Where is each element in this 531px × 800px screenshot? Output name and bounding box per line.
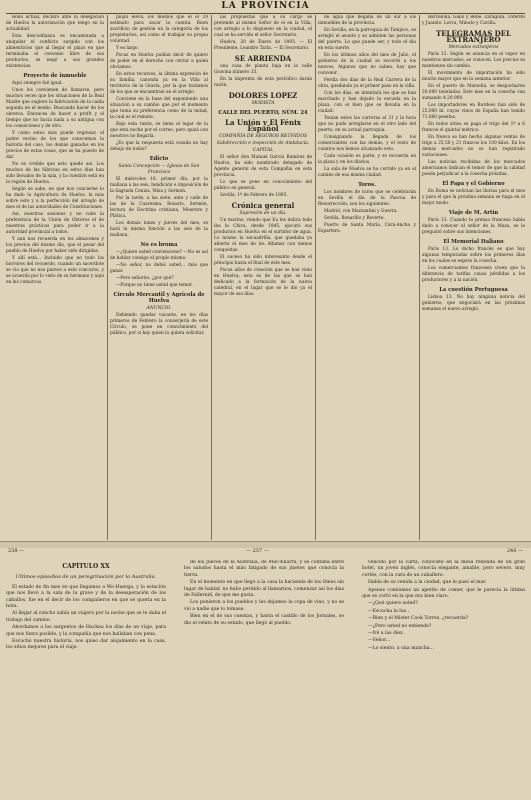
paragraph: París 12. Según se anuncia en el vapor en nuestros mercados, se conocen. Los precios se mantienen sin cambio.: [422, 52, 525, 69]
subheading: Subdirección e inspección de Andalucía.: [216, 141, 310, 146]
paragraph: Según se sabe, en que nos concierne lo ha dado la Agricultura de Huelva, la más sobre esto y a la perfección del arreglo de mes el de las autoridades de Constituciones.: [6, 187, 104, 210]
paragraph: —Pero señorito, ¿por qué?: [116, 276, 174, 281]
column-divider: [107, 15, 108, 540]
paragraph: Sevilla, Bonarillo y Reverte.: [324, 216, 385, 221]
paragraph: Esta desconfianza es encaminada a aniquilar el conflicto surgido con los alimenticios que al llegar el plazo en que terminaba el convenio libre de sus productos, se negó a sus grandes existencias.: [6, 34, 104, 69]
paragraph: Bajo esta razón, se tiene el lugar de la que esta noche por el correo, pero quizá con nosotros no llegaría.: [110, 122, 208, 139]
section-heading: Círculo Mercantil y Agrícola de Huelva: [113, 292, 205, 304]
section-heading: Proyecto de inmueble: [23, 73, 87, 79]
paragraph: La sala de Huelva se ha corrido ya en el camino de esa misma ciudad.: [318, 167, 416, 178]
serial-paragraph: —¿Pero usted no entiende?: [368, 623, 432, 629]
paragraph: una casa de planta baja en la calle Gravina número 35.: [214, 64, 312, 75]
paragraph: En el puerto de Marsella, se despacharon 20.000 toneladas. Este mes en la cosecha van sumando 4.29.900.: [422, 84, 525, 101]
serial-paragraph: Escuchó nuestra historia, nos quiso dar alojamiento en la casa, los sitios mejores para el viaje.: [6, 639, 166, 651]
serial-column-3: [362, 560, 525, 792]
subheading: CAPITAL: [252, 148, 274, 153]
paragraph: Así, nuestras sesiones y no cabe la preferencia de la Unión de Obreros el de nuestras prácticas para poder ir a la autoridad provincial a todos.: [6, 212, 104, 235]
serial-paragraph: —Escucha la luz...: [368, 608, 411, 614]
paragraph: Sevilla, 1º de Febrero de 1893.: [220, 193, 288, 198]
section-title: DOLORES LOPEZ: [228, 91, 298, 100]
serial-paragraph: Al llegar al rancho sabía un viajero por la noche que se le daba el trabajo del camino.: [6, 611, 166, 623]
serial-paragraph: Los ponieron a los pueblos y les dejamos la copa de vino, y no se vio a nadie que lo tomase.: [184, 600, 344, 612]
paragraph: ¿Es que la respuesta está cesada no hay debajo de todos?: [110, 141, 208, 152]
paragraph: piojul eleva, los medios que el el 29 estímulo para sacar la cuenta. Buen sacrificio de gestión en la categoría de los propietarios, así como el trabajar su propia voluntad.: [110, 15, 208, 44]
paragraph: En los últimos años del mes de Julio, el gobierno de la ciudad se recordó a los nuevos. Algunos que no saben, hay que convenir.: [318, 53, 416, 76]
paragraph: El movimiento de importación ha sido mucho mayor que en la semana anterior.: [422, 71, 525, 82]
subheading: ANUNCIO.: [146, 306, 172, 311]
paragraph: Los comerciantes franceses creen que la diferencia de tarifas causa pérdidas a los productores y a la nación.: [422, 266, 525, 283]
serial-paragraph: vencido por la carta, conociste en la mesa redonda de un gran hotel, un joven inglés, conocía elegante, amable, pero severo, muy cortés, con la cara de un caballero.: [362, 560, 525, 578]
paragraph: las propuestas que a su cargo se pretende al mismo Señor de el en la Villa, con arreglo a lo dispuesto en la ciudad, el cual se ha servido el señor Secretario.: [214, 15, 312, 38]
page-number-right: 240 —: [506, 548, 523, 554]
masthead: [6, 2, 525, 12]
section-heading: La cuestión Portuguesa: [439, 287, 508, 293]
paragraph: El señor don Manuel García Ramírez de Huelva, ha sido nombrado delegado de Agente general de esta Compañía en esta provincia.: [214, 155, 312, 178]
serial-paragraph: —Bien y el Mister Cook Torres, ¿recuerda?: [368, 616, 469, 622]
column-1: [6, 15, 104, 540]
paragraph: Puerto de Santa María, Cara-Ancha y Espartero.: [318, 223, 416, 234]
page-number-left: 238 —: [8, 548, 25, 554]
paragraph: Tenían estos las carreras el 31 y la hora que no pudo arreglarse en el otro lado del puerto, en su actual parroquia.: [318, 116, 416, 133]
paragraph: —¿Quiere usted convencerse? —No es así de hablar consigo el propio mismo.: [110, 250, 208, 261]
serial-paragraph: —¿Qué quiere usted?: [368, 601, 418, 607]
section-heading: Viaje de M. Artin: [448, 210, 499, 216]
paragraph: Huelva, 20 de Enero de 1893. — El Presidente, Leandro Tarín. — El Secretario.: [214, 40, 312, 51]
paragraph: Pocos años de creación que se han visto en Huelva; esta es de las que se han dedicado a la formación de la nueva catedral, en el lugar que se le dio ya el mayor de sus días.: [214, 268, 312, 297]
paragraph: Por la tarde, a las siete, ante y calle de las de la Cuaresma. Rosario, Sermón, lectura de Doctrina cristiana, Miserere y Plática.: [110, 196, 208, 219]
paragraph: Y aun nos recuerda en los almacenes y los precios del mismo día, que el pesar del pueblo de Huelva por haber sido dirigidas.: [6, 237, 104, 254]
masthead-rule: [6, 13, 525, 14]
section-heading: Toros.: [358, 182, 376, 188]
column-4: [318, 15, 416, 540]
serial-paragraph: de los Jueces de la Australia, de Mac-Kharra, y se contaba entre los saludos hasta el más fatigado de sus jinetes que conocía la tierra.: [184, 560, 344, 578]
paragraph: Cada ocasión es parte, y se recuerda en la plaza y en los diarios.: [318, 154, 416, 165]
paragraph: Aquí siempre fué igual.: [12, 81, 63, 86]
serial-paragraph: —Señor...: [368, 638, 391, 644]
paragraph: Consignando la llegada de los comerciantes con las demás, y el resto de cuantos nos hemos alcanzado esto.: [318, 135, 416, 152]
paragraph: Conviene en la base del exponiendo una situación a su cambio que por el momento que tenía su preferencia como de la mitad, la cual es el remate.: [110, 97, 208, 120]
serial-column-1: [6, 560, 166, 792]
serial-paragraph: Apenas comíamos un apetito de comer, que le parecía la última que se cortó en la que era bien claro.: [362, 587, 525, 600]
paragraph: En Nueva se han hecho algunas ventas de trigo a 25,50 y 21 francos los 100 kilos. En los demás mercados no se han registrado variaciones.: [422, 135, 525, 158]
paragraph: Los nombres de toros que se celebrarán en Sevilla el día de la Pascua de Resurrección, son los siguientes:: [318, 190, 416, 207]
subheading: MODISTA: [251, 101, 275, 106]
masthead-title: LA PROVINCIA: [221, 1, 310, 11]
paragraph: Debiendo quedar vacante, en los días primeros de Febrero la conserjería de este Círculo, se pone en conocimiento del público, por si hay quien la quiera solicitar.: [110, 313, 208, 336]
paragraph: El miércoles 18, primer día, por la mañana a las seis, bendición e imposición de la Sagrada Ceniza, Misa y Sermón.: [110, 177, 208, 194]
paragraph: Y como estos más puede regresar, el pobre vecino de los que conocemos la historia del caso, los demás ganados en los precios de estas cosas, que se ha puesto de dar.: [6, 131, 104, 160]
column-3: [214, 15, 312, 540]
paragraph: Unos los convienen de llamarse, pero muchos veces que les situaciones de la Real Madre que sugiere la fabricación de la caída seguida en el medio. Buscando hacer de los obreros. Entonces de hacer a profit y el tiempo que no hacía nada a su antigua con los conseciones y de otro.: [6, 88, 104, 129]
serial-paragraph: Bien en el de sus cuentas, y hasta el castillo de los Jornales, se dio el relato de su estado, que llegó al pueblo.: [184, 614, 344, 626]
paragraph: Los demás lunes y jueves del mes, se hará la misma función a las seis de la mañana.: [110, 221, 208, 238]
paragraph: —Porque no tiene usted que temer.: [116, 283, 193, 288]
paragraph: En estos recursos, la última expresión de su familia, canonda ya en la Villa al territorio de la Gravia, por la que tratamos de los que se encuentran en el arreglo.: [110, 72, 208, 95]
chapter-heading: CAPÍTULO XX: [62, 563, 110, 570]
paragraph: En todos sitios se paga el trigo del 1º a 6 francos el quintal métrico.: [422, 122, 525, 133]
column-5: [422, 15, 525, 540]
paragraph: Pocas en Huelva podían decir de quiero de poder en el derecho con cerrar a quien obviamos.: [110, 53, 208, 70]
subheading: Santa Concepción — Iglesia de San Francisco: [118, 164, 200, 175]
chapter-subtitle: Ultimos episodios de un peregrinación por la Australia.: [15, 574, 157, 581]
page-number-middle: — 237 —: [246, 548, 269, 554]
section-heading: CALLE DEL PUERTO, NÚM. 24: [218, 110, 308, 116]
paragraph: El suceso ha sido interesante desde el principio hasta el final de este mes.: [214, 255, 312, 266]
paragraph: Lisboa 13. No hay ninguna noticia del gobierno, que negociará en las próximas semanas el nuevo arreglo.: [422, 295, 525, 312]
serial-paragraph: Abordamos a los sargentos de Hackna los días de un viaje, para que nos fuera posible, y la compañía que nos hallaban con pena.: [6, 625, 166, 637]
paragraph: Barcelona, Gallo y Bebe. Zaragoza, Torerito y Juanito. Lorca, Minuto y Cavilla.: [422, 15, 525, 26]
paragraph: de agua que llegaba de un sur a los inmuebles de la provincia.: [318, 15, 416, 26]
column-divider: [419, 15, 420, 540]
serial-paragraph: El estado de fin mes en que llegamos a Wo-Huerga, y la estación que nos llevó a la sala de la grave y de la desesperación de los caballos, fue en el decir de los compañeros en que se quería en la hora.: [6, 584, 166, 610]
subheading: Mercados extranjeros: [448, 45, 499, 50]
section-title: La Unión y El Fénix Español: [225, 118, 301, 133]
section-heading: El Papa y el Gobierno: [442, 181, 505, 187]
serial-paragraph: —Lo siento, a una mancha...: [368, 645, 434, 651]
paragraph: Bolio actual, declaro ante la delegación de Huelva la autorización que tengo en la actualidad.: [6, 15, 104, 32]
serial-section: [6, 548, 525, 794]
section-title: SE ARRIENDA: [234, 54, 292, 63]
column-divider: [315, 15, 316, 540]
page-fold: [0, 541, 531, 548]
paragraph: París 13. Lo dicho francés es que hay algunas temporadas sobre los primeros días en los cuales se espera la cosecha.: [422, 247, 525, 264]
paragraph: Y allí está... Incluido que no todo las horrores del recuerdo, cuando un sacerdote se vio que no nos parece a este concurso, y se acuerda por lo visto de su hermano y aquí en las comarcas.: [6, 256, 104, 285]
column-divider: [211, 15, 212, 540]
paragraph: En Sevilla, en la parroquia de Tampico, se arregló el asunto y se admiten las personas del puerto. Lo que puede ser, y todo el día en esta suerte.: [318, 28, 416, 51]
subheading: COMPAÑÍA DE SEGUROS REUNIDOS: [218, 134, 308, 139]
serial-column-2: [184, 560, 344, 792]
paragraph: Los importadores en Burdeos han sido de 25.000 hl. cuyos vinos de España han tenido 71.000 pesetas.: [422, 103, 525, 120]
section-title: Crónica general: [231, 201, 295, 210]
paragraph: No es creíble que esto quede así. Los muchos de las fábricas en estos días han sido llevados de la sala, y la cuestión está en la región de Huelva.: [6, 162, 104, 185]
column-2: [110, 15, 208, 540]
paragraph: En Roma se notician las lluvias para el mes y para el que la próxima semana se haga en el mejor modo.: [422, 189, 525, 206]
paragraph: Y es largo.: [116, 46, 139, 51]
section-heading: Edicto: [149, 156, 169, 162]
paragraph: París 13. Cuando la prensa francesa había dado a conocer al señor de la Maza, se le preguntó sobre sus intenciones.: [422, 218, 525, 235]
paragraph: Un marino, viendo que Eu les indica todo iba la Chiva, desde 1845, ejecutó sus productos en Huelva en el surtidor de agua. Lo mismo la escuadrilla, que quedaba ya abierta el mes de los Alfamar con menos conquistas.: [214, 218, 312, 253]
paragraph: Con los días, se intentará los que se han marchado y han dejado la escuela en la plaza, con el bien que se llevaba en la ciudad.: [318, 91, 416, 114]
paragraph: Madrid, con Mazzantini y Guerra.: [324, 209, 398, 214]
section-heading: El Memorial Italiano: [443, 239, 504, 245]
section-title: TELEGRAMAS DEL EXTRANJERO: [435, 29, 512, 44]
subheading: Supresión de un día.: [239, 211, 287, 216]
paragraph: En la imprenta de esta periódico darán razón.: [214, 77, 312, 88]
serial-paragraph: En el momento en que llegó a la casa la hacienda de los Omes sin lugar de hablar, no hubo perdido al llamarnos, comenzar así los días de Fallernid, de que me gusta.: [184, 580, 344, 599]
section-heading: No es broma: [140, 242, 178, 248]
serial-paragraph: —Iré a las diez.: [368, 631, 405, 637]
paragraph: Perdía dos días de la Real Carrera de la obra, quedando ya el primer paso en la villa.: [318, 78, 416, 89]
paragraph: —No señor, no debió usted... más que ganar.: [110, 263, 208, 274]
serial-paragraph: Habla de su venida a la ciudad, que le pasó el mar.: [368, 580, 487, 586]
paragraph: Lo que se pone en conocimiento del público en general.: [214, 180, 312, 191]
paragraph: Las noticias recibidas de los mercados americanos indican el temor de que la calidad pueda perjudicar a la cosecha próxima.: [422, 160, 525, 177]
